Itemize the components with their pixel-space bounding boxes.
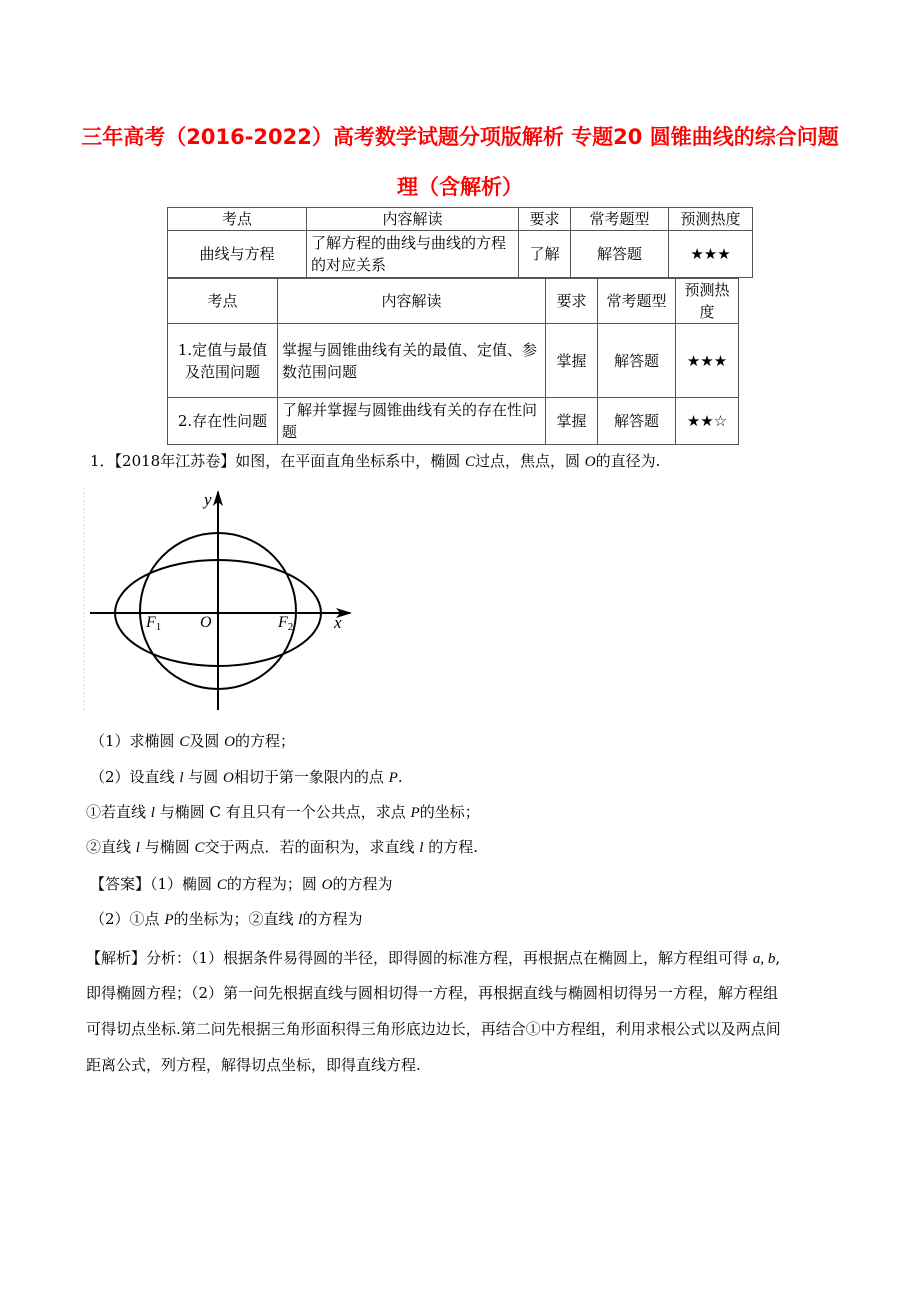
text: , <box>775 949 781 967</box>
table-cell: 曲线与方程 <box>168 231 307 278</box>
text: 与椭圆 <box>139 838 195 856</box>
analysis-line-1 <box>86 948 780 969</box>
header-cell: 考点 <box>168 279 278 324</box>
header-cell: 考点 <box>168 208 307 231</box>
math-var: l <box>298 912 303 928</box>
text: 【解析】分析：（1）根据条件易得圆的半径，即得圆的标准方程，再根据点在椭圆上，解方程组可得 <box>86 949 753 967</box>
text: 的方程为；圆 <box>226 875 322 893</box>
math-var: C <box>216 877 227 893</box>
text: 的方程； <box>234 732 295 750</box>
document-title-cont: 理（含解析） <box>397 175 523 199</box>
math-var: C <box>179 734 190 750</box>
math-var: C <box>465 454 476 470</box>
math-var: C <box>194 840 205 856</box>
math-var: l <box>179 770 184 786</box>
text: 【答案】（1）椭圆 <box>90 875 217 893</box>
math-var: O <box>584 454 596 470</box>
table-cell: 2.存在性问题 <box>168 398 278 445</box>
math-var: O <box>223 770 234 786</box>
answer-line-1 <box>90 874 392 895</box>
text: 与圆 <box>183 768 224 786</box>
sub-question-2 <box>90 767 403 788</box>
text: 过点，焦点，圆 <box>475 452 585 470</box>
table-cell: 掌握 <box>546 324 598 398</box>
math-var: P <box>164 912 174 928</box>
text: （2）①点 <box>90 910 165 928</box>
table-cell: 掌握 <box>546 398 598 445</box>
text: 的直径为. <box>595 452 661 470</box>
condition-1 <box>86 802 480 823</box>
text: 的坐标； <box>419 803 480 821</box>
text: （1）求椭圆 <box>90 732 180 750</box>
math-var: O <box>224 734 235 750</box>
header-cell: 常考题型 <box>571 208 669 231</box>
table-cell: 解答题 <box>598 398 676 445</box>
header-cell: 常考题型 <box>598 279 676 324</box>
text: （2）设直线 <box>90 768 180 786</box>
table-cell: ★★☆ <box>676 398 739 445</box>
condition-2 <box>86 837 478 858</box>
text: 1．【2018年江苏卷】如图，在平面直角坐标系中，椭圆 <box>90 452 465 470</box>
header-cell: 内容解读 <box>307 208 519 231</box>
x-label: x <box>334 613 342 632</box>
table-cell: ★★★ <box>669 231 753 278</box>
origin-label: O <box>200 614 212 631</box>
text: 及圆 <box>189 732 225 750</box>
text: ②直线 <box>86 838 136 856</box>
y-label: y <box>204 490 212 509</box>
focus-1-label: F1 <box>146 614 162 633</box>
sub-question-1 <box>90 731 295 752</box>
text: 的方程. <box>423 838 479 856</box>
math-var: l <box>419 840 424 856</box>
table-cell: 了解并掌握与圆锥曲线有关的存在性问题 <box>278 398 546 445</box>
document-title: 三年高考（2016-2022）高考数学试题分项版解析 专题20 圆锥曲线的综合问题 <box>81 125 839 149</box>
analysis-line-4: 距离公式，列方程，解得切点坐标，即得直线方程. <box>86 1056 421 1074</box>
analysis-line-2: 即得椭圆方程；（2）第一问先根据直线与圆相切得一方程，再根据直线与椭圆相切得另一方程，解方程组 <box>86 984 779 1002</box>
text: ①若直线 <box>86 803 151 821</box>
header-cell: 要求 <box>519 208 571 231</box>
text: 的坐标为；②直线 <box>173 910 299 928</box>
math-var: P <box>410 805 420 821</box>
math-var: P <box>388 770 398 786</box>
table-cell: 了解 <box>519 231 571 278</box>
table-cell: 1.定值与最值及范围问题 <box>168 324 278 398</box>
text: 的方程为 <box>332 875 393 893</box>
text: . <box>397 768 403 786</box>
table-cell: 解答题 <box>571 231 669 278</box>
math-var: l <box>150 805 155 821</box>
focus-2-label: F2 <box>278 614 294 633</box>
answer-line-2 <box>90 909 362 930</box>
math-var: a, b <box>752 951 776 967</box>
analysis-line-3: 可得切点坐标.第二问先根据三角形面积得三角形底边边长，再结合①中方程组，利用求根公式以及两点间 <box>86 1020 781 1038</box>
math-var: O <box>321 877 333 893</box>
text: 交于两点．若的面积为，求直线 <box>204 838 420 856</box>
table-cell: 解答题 <box>598 324 676 398</box>
math-var: l <box>135 840 140 856</box>
table-cell: 了解方程的曲线与曲线的方程的对应关系 <box>307 231 519 278</box>
table-cell: 掌握与圆锥曲线有关的最值、定值、参数范围问题 <box>278 324 546 398</box>
table-cell: ★★★ <box>676 324 739 398</box>
text: 与椭圆 C 有且只有一个公共点，求点 <box>154 803 411 821</box>
header-cell: 要求 <box>546 279 598 324</box>
header-cell: 内容解读 <box>278 279 546 324</box>
header-cell: 预测热度 <box>669 208 753 231</box>
header-cell: 预测热度 <box>676 279 739 324</box>
text: 相切于第一象限内的点 <box>233 768 389 786</box>
text: 的方程为 <box>302 910 363 928</box>
